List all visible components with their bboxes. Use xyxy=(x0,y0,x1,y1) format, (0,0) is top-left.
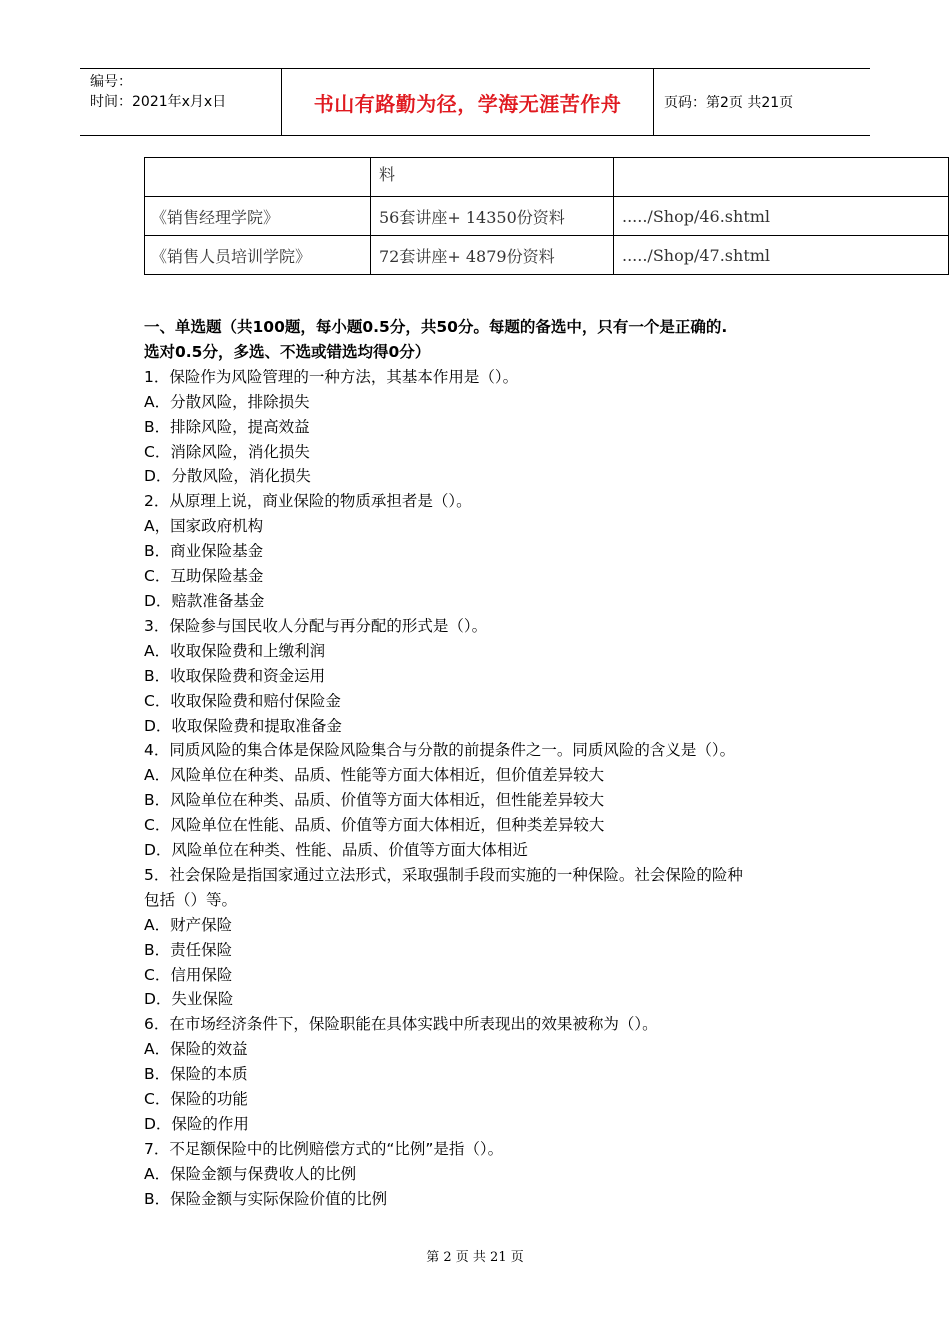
answer-option: D．保险的作用 xyxy=(144,1115,249,1133)
table-cell: 56套讲座+ 14350份资料 xyxy=(371,197,614,236)
question-stem: 2．从原理上说，商业保险的物质承担者是（）。 xyxy=(144,492,472,511)
exam-content xyxy=(144,315,824,1212)
answer-option: C．风险单位在性能、品质、价值等方面大体相近，但种类差异较大 xyxy=(144,816,605,835)
answer-option: D．风险单位在种类、性能、品质、价值等方面大体相近 xyxy=(144,841,528,860)
table-cell: 《销售人员培训学院》 xyxy=(145,236,371,275)
answer-option: C．消除风险，消化损失 xyxy=(144,442,310,461)
answer-option: D．赔款准备基金 xyxy=(144,591,265,610)
section-title-line-1: 一、单选题（共100题，每小题0.5分，共50分。每题的备选中，只有一个是正确的. xyxy=(144,318,728,336)
number-label: 编号： xyxy=(90,74,132,90)
answer-option: B．风险单位在种类、品质、价值等方面大体相近，但性能差异较大 xyxy=(144,791,605,810)
answer-option: B．保险金额与实际保险价值的比例 xyxy=(144,1189,388,1208)
answer-option: D．收取保险费和提取准备金 xyxy=(144,716,342,735)
table-cell xyxy=(145,158,371,197)
table-cell: 72套讲座+ 4879份资料 xyxy=(371,236,614,275)
question-stem: 7．不足额保险中的比例赔偿方式的“比例”是指（）。 xyxy=(144,1139,504,1158)
time-label: 时间：2021年x月x日 xyxy=(90,94,227,110)
answer-option: A．保险的效益 xyxy=(144,1040,248,1059)
page-header xyxy=(80,68,870,136)
answer-option: B．收取保险费和资金运用 xyxy=(144,666,326,685)
table-cell xyxy=(614,158,949,197)
answer-option: D．分散风险，消化损失 xyxy=(144,467,311,486)
answer-option: B．排除风险，提高效益 xyxy=(144,417,310,436)
question-item xyxy=(144,614,824,739)
table-cell: ...../Shop/46.shtml xyxy=(614,197,949,236)
answer-option: B．保险的本质 xyxy=(144,1065,248,1084)
question-item xyxy=(144,489,824,614)
question-stem: 6．在市场经济条件下，保险职能在具体实践中所表现出的效果被称为（）。 xyxy=(144,1015,658,1034)
question-stem: 1．保险作为风险管理的一种方法，其基本作用是（）。 xyxy=(144,367,519,386)
question-item xyxy=(144,1012,824,1137)
answer-option: C．互助保险基金 xyxy=(144,567,264,586)
answer-option: C．信用保险 xyxy=(144,965,233,984)
question-item xyxy=(144,365,824,490)
question-item xyxy=(144,1137,824,1212)
answer-option: A，国家政府机构 xyxy=(144,517,264,536)
section-title-line-2: 选对0.5分，多选、不选或错选均得0分） xyxy=(144,342,431,361)
answer-option: B．商业保险基金 xyxy=(144,542,264,561)
answer-option: C．收取保险费和赔付保险金 xyxy=(144,691,341,710)
question-item xyxy=(144,863,824,1012)
header-meta xyxy=(80,69,282,135)
question-list xyxy=(144,365,824,1212)
answer-option: A．收取保险费和上缴利润 xyxy=(144,641,326,660)
table-cell: ...../Shop/47.shtml xyxy=(614,236,949,275)
question-item xyxy=(144,738,824,863)
answer-option: B．责任保险 xyxy=(144,940,233,959)
table-cell: 《销售经理学院》 xyxy=(145,197,371,236)
answer-option: D．失业保险 xyxy=(144,990,234,1009)
answer-option: A．风险单位在种类、品质、性能等方面大体相近，但价值差异较大 xyxy=(144,766,605,785)
question-stem: 4．同质风险的集合体是保险风险集合与分散的前提条件之一。同质风险的含义是（）。 xyxy=(144,741,736,760)
page-info: 页码：第2页 共21页 xyxy=(664,95,794,111)
answer-option: A．分散风险，排除损失 xyxy=(144,392,310,411)
resource-table xyxy=(144,157,949,275)
answer-option: A．保险金额与保费收人的比例 xyxy=(144,1164,357,1183)
table-cell: 料 xyxy=(371,158,614,197)
table-row xyxy=(145,158,949,197)
header-motto: 书山有路勤为径，学海无涯苦作舟 xyxy=(282,69,654,135)
question-stem: 5．社会保险是指国家通过立法形式，采取强制手段而实施的一种保险。社会保险的险种 xyxy=(144,865,743,884)
question-stem: 包括（）等。 xyxy=(144,890,238,909)
answer-option: A．财产保险 xyxy=(144,915,233,934)
question-stem: 3．保险参与国民收人分配与再分配的形式是（）。 xyxy=(144,616,488,635)
page-footer: 第 2 页 共 21 页 xyxy=(426,1250,524,1265)
answer-option: C．保险的功能 xyxy=(144,1090,248,1109)
table-row xyxy=(145,236,949,275)
table-row xyxy=(145,197,949,236)
